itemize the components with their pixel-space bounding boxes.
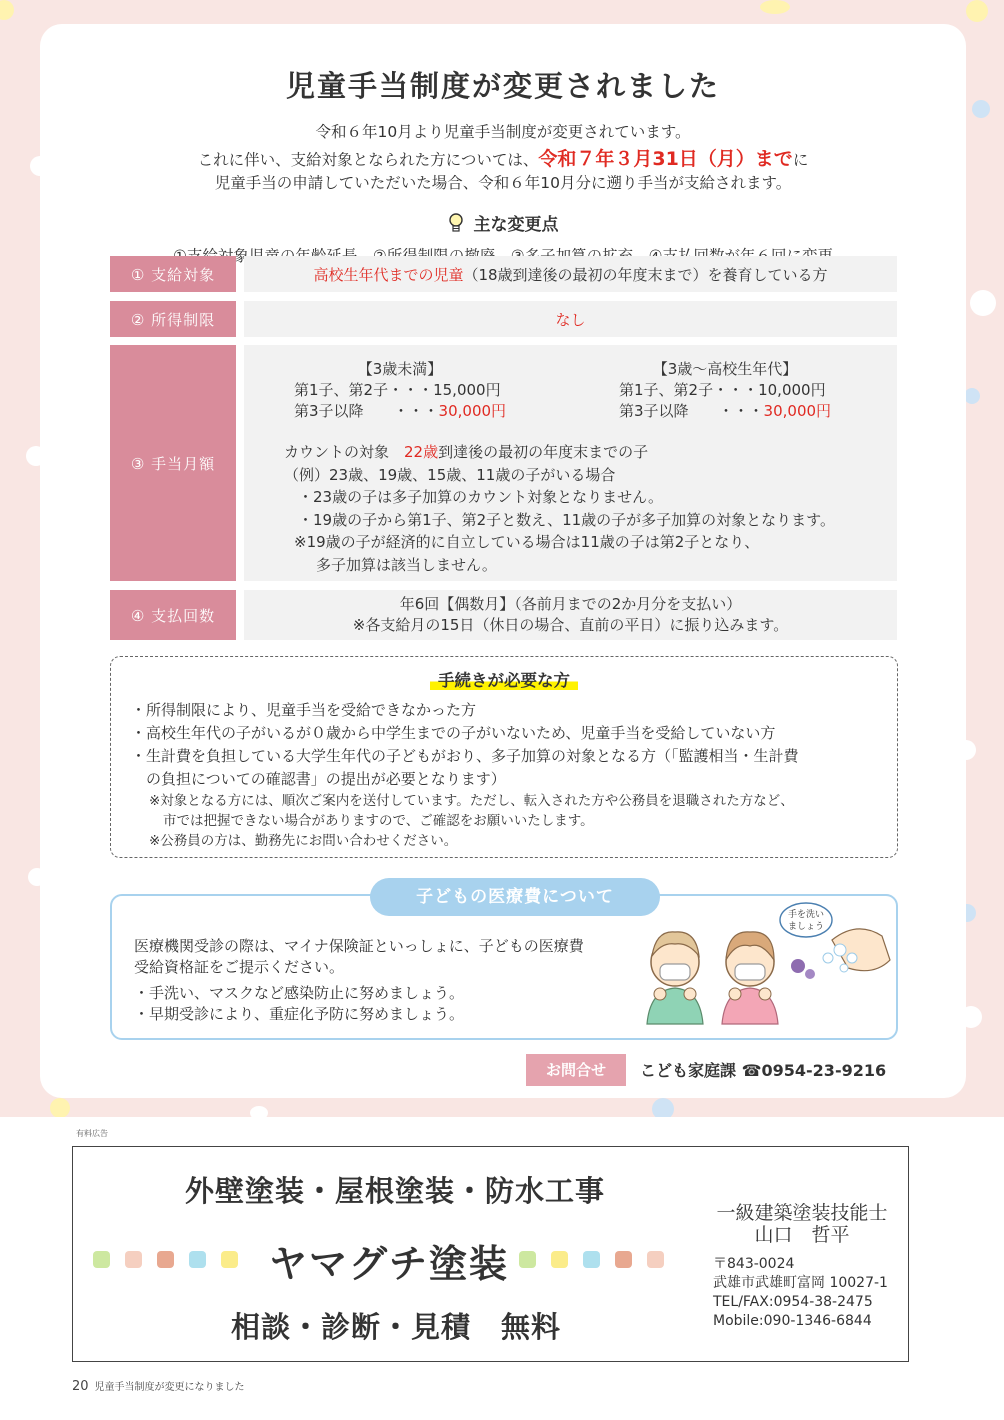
ad-person-name: 山口 哲平 [754, 1224, 850, 1246]
page-number: 20 [72, 1379, 89, 1394]
changes-heading-text: 主な変更点 [473, 215, 559, 235]
paint-swatch [189, 1251, 206, 1268]
children-wearing-masks-illustration [642, 900, 897, 1028]
intro-line-2 [40, 144, 966, 171]
paint-swatch [157, 1251, 174, 1268]
payment-line-1: 年6回【偶数月】（各前月までの2か月分を支払い） [399, 595, 742, 613]
row-label-eligibility: ① 支給対象 [110, 256, 236, 292]
amount-under-3-third-child: 30,000円 [438, 402, 507, 420]
paint-swatch [647, 1251, 664, 1268]
amount-under-3-line-2 [294, 401, 506, 422]
amount-3-to-high-school [619, 359, 831, 422]
paint-swatch [583, 1251, 600, 1268]
procedure-note: 市では把握できない場合がありますので、ご確認をお願いいたします。 [163, 813, 594, 829]
ad-services: 外壁塗装・屋根塗装・防水工事 [185, 1174, 606, 1208]
footer-text: 児童手当制度が変更になりました [94, 1382, 245, 1393]
decorative-dot [972, 100, 990, 118]
decorative-dot [250, 1106, 268, 1117]
example-line-2: ・23歳の子は多子加算のカウント対象となりません。 [298, 488, 663, 506]
paint-swatch [615, 1251, 632, 1268]
page-footer [72, 1378, 245, 1394]
row-body-monthly-amount [244, 345, 897, 581]
paint-swatch [519, 1251, 536, 1268]
procedure-title-text: 手続きが必要な方 [430, 671, 578, 690]
paint-swatch [93, 1251, 110, 1268]
medical-line: 医療機関受診の際は、マイナ保険証といっしょに、子どもの医療費 [134, 937, 584, 955]
amount-under-3 [294, 359, 506, 422]
contact-button: お問合せ [526, 1054, 626, 1086]
decorative-dot [964, 388, 980, 404]
ad-address-block [713, 1255, 888, 1331]
medical-line: ・早期受診により、重症化予防に努めましょう。 [134, 1004, 465, 1023]
intro-line-2-pre: これに伴い、支給対象となられた方については、 [197, 151, 539, 169]
decorative-dot [50, 1098, 70, 1117]
eligibility-highlight: 高校生年代までの児童 [313, 265, 464, 284]
amount-under-3-head: 【3歳未満】 [357, 360, 443, 378]
row-body-income-limit: なし [244, 301, 897, 337]
paid-ad-label: 有料広告 [76, 1129, 108, 1138]
medical-title: 子どもの医療費について [370, 878, 660, 916]
payment-line-2: ※各支給月の15日（休日の場合、直前の平日）に振り込みます。 [352, 616, 789, 634]
ad-mobile: Mobile:090-1346-6844 [713, 1313, 872, 1329]
advertisement [72, 1146, 909, 1362]
amount-3-to-high-school-third-child: 30,000円 [763, 402, 832, 420]
row-body-payment-frequency [244, 590, 897, 640]
amount-3-to-high-school-head: 【3歳～高校生年代】 [652, 360, 798, 378]
intro-line-1: 令和６年10月より児童手当制度が変更されています。 [315, 123, 691, 141]
paint-swatch [221, 1251, 238, 1268]
example-line-5: 多子加算は該当しません。 [316, 555, 497, 574]
example-line-4: ※19歳の子が経済的に自立している場合は11歳の子は第2子となり、 [294, 533, 760, 551]
bubble-text-2: ましょう [787, 922, 825, 932]
decorative-dot [760, 0, 790, 14]
ad-company-name: ヤマグチ塗装 [269, 1242, 510, 1286]
ad-postal-code: 〒843-0024 [713, 1256, 795, 1272]
medical-line: ・手洗い、マスクなど感染防止に努めましょう。 [134, 984, 465, 1002]
medical-line: 受給資格証をご提示ください。 [134, 957, 345, 976]
procedure-list [131, 699, 799, 851]
intro-line-3: 児童手当の申請していただいた場合、令和６年10月分に遡り手当が支給されます。 [214, 174, 792, 192]
count-target-age: 22歳 [404, 443, 439, 461]
decorative-dot [970, 290, 996, 316]
deadline-text: 令和７年３月31日（月）まで [538, 148, 793, 170]
intro-line-2-post: に [792, 151, 809, 169]
procedure-item: ・高校生年代の子がいるが０歳から中学生までの子がいないため、児童手当を受給していない方 [131, 724, 776, 742]
medical-box [110, 887, 898, 1040]
procedure-note: ※対象となる方には、順次ご案内を送付しています。ただし、転入された方や公務員を退職された方など、 [149, 793, 794, 809]
amount-3-to-high-school-line-1: 第1子、第2子・・・10,000円 [619, 381, 826, 399]
ad-free-services: 相談・診断・見積 無料 [231, 1310, 562, 1344]
decorative-dot [0, 0, 14, 20]
paint-swatch [125, 1251, 142, 1268]
ad-address: 武雄市武雄町富岡 10027-1 [713, 1275, 888, 1291]
procedure-item: ・生計費を負担している大学生年代の子どもがおり、多子加算の対象となる方（「監護相当・生計費 [131, 747, 799, 765]
amount-under-3-line-1: 第1子、第2子・・・15,000円 [294, 381, 501, 399]
count-target-pre: カウントの対象 [284, 443, 405, 461]
count-target-post: 到達後の最初の年度末までの子 [438, 443, 649, 461]
count-explanation [284, 441, 835, 576]
count-target [284, 441, 835, 464]
page-title: 児童手当制度が変更されました [285, 69, 720, 103]
amount-3-to-high-school-line-2 [619, 401, 831, 422]
ad-qualification [713, 1202, 891, 1246]
row-label-payment-frequency: ④ 支払回数 [110, 590, 236, 640]
bubble-text-1: 手を洗い [787, 910, 825, 920]
lightbulb-icon [448, 212, 464, 234]
contact-info: こども家庭課 ☎0954-23-9216 [640, 1061, 887, 1080]
procedure-note: ※公務員の方は、勤務先にお問い合わせください。 [149, 833, 458, 849]
example-line-3: ・19歳の子から第1子、第2子と数え、11歳の子が多子加算の対象となります。 [298, 510, 835, 529]
decorative-dot [966, 0, 988, 22]
procedure-box [110, 656, 898, 858]
procedure-item: の負担についての確認書」の提出が必要となります） [131, 770, 506, 788]
procedure-item: ・所得制限により、児童手当を受給できなかった方 [131, 701, 477, 719]
ad-qualification-title: 一級建築塗装技能士 [716, 1202, 888, 1224]
procedure-title [111, 667, 897, 691]
changes-heading [40, 210, 966, 235]
row-body-eligibility [244, 256, 897, 292]
row-label-monthly-amount: ③ 手当月額 [110, 345, 236, 581]
amount-3-to-high-school-line-2-pre: 第3子以降 ・・・ [619, 402, 764, 420]
medical-text [134, 936, 584, 1024]
row-label-income-limit: ② 所得制限 [110, 301, 236, 337]
paint-swatch [551, 1251, 568, 1268]
amount-under-3-line-2-pre: 第3子以降 ・・・ [294, 402, 439, 420]
example-line-1: （例）23歳、19歳、15歳、11歳の子がいる場合 [284, 465, 616, 484]
decorative-dot [652, 1098, 674, 1117]
ad-tel-fax: TEL/FAX:0954-38-2475 [713, 1294, 873, 1310]
eligibility-rest: （18歳到達後の最初の年度末まで）を養育している方 [463, 265, 828, 284]
